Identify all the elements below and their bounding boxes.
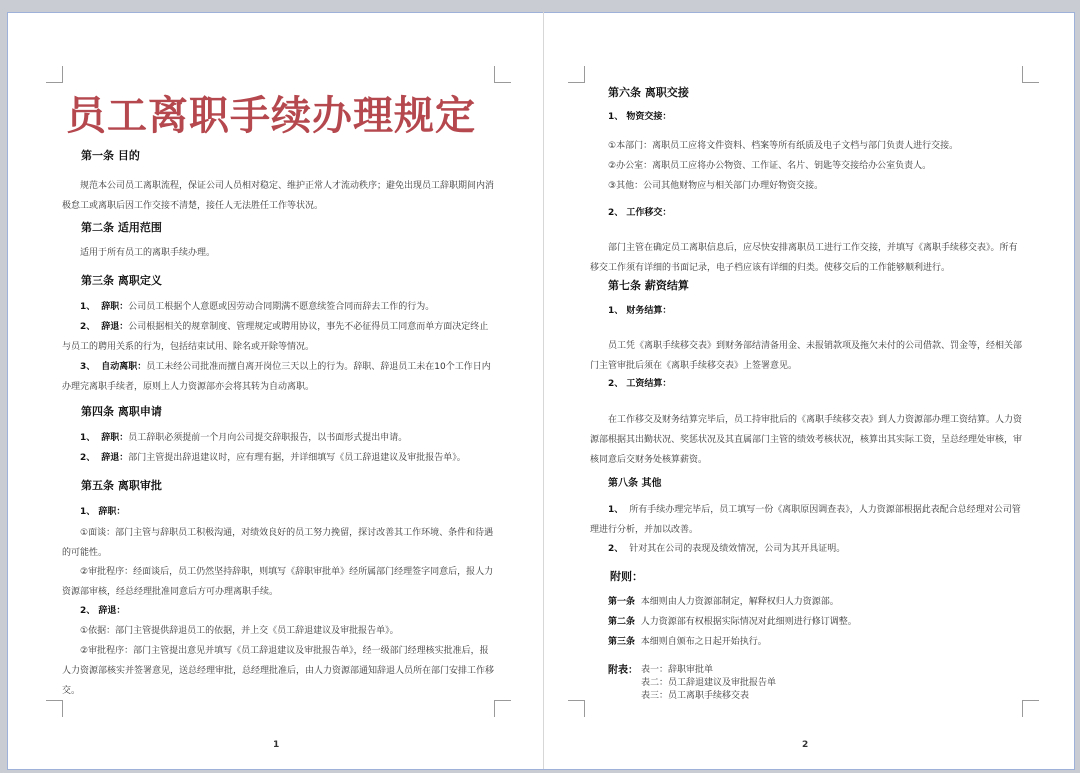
item-text: 员工未经公司批准而擅自离开岗位三天以上的行为。辞职、辞退员工未在10个工作日内办理完离职手续者，原则上人力资源部亦会将其转为自动离职。 [62,362,491,392]
section-text: ①依据：部门主管提供辞退员工的依据，并上交《员工辞退建议及审批报告单》。 [80,626,399,636]
section-heading: 第七条 薪资结算 [608,279,689,292]
item-label: 辞职： [101,433,129,443]
item-number: 1、 [80,302,96,312]
subheading [608,301,1022,321]
section-text: ①本部门：离职员工应将文件资料、档案等所有纸质及电子文档与部门负责人进行交接。 [608,141,959,151]
item-text: 针对其在公司的表现及绩效情况，公司为其开具证明。 [629,544,846,554]
subheading-text: 2、 工作移交： [608,208,672,218]
section-text: 在工作移交及财务结算完毕后，员工持审批后的《离职手续移交表》到人力资源部办理工资结算。人力资源部根据其出勤状况、奖惩状况及其直属部门主管的绩效考核状况，核算出其实际工资，呈总经理处审核，审核同意后交财务处核算薪资。 [590,415,1023,465]
page-2 [544,12,1080,768]
list-item [62,317,494,357]
appendix-text: 人力资源部有权根据实际情况对此细则进行修订调整。 [640,617,857,627]
list-item [62,448,494,468]
subheading [608,374,1022,394]
section-text: ②审批程序：部门主管提出意见并填写《员工辞退建议及审批报告单》，经一级部门经理核实批准后，报人力资源部核实并签署意见，送总经理审批，总经理批准后，由人力资源部通知辞退人员所在部门安排工作移交。 [62,646,495,696]
appendix-item [608,612,1026,632]
attachment-item: 表三：员工离职手续移交表 [641,691,750,701]
section-heading: 第二条 适用范围 [81,221,162,234]
section-text: ①面谈：部门主管与辞职员工积极沟通，对绩效良好的员工努力挽留，探讨改善其工作环境、条件和待遇的可能性。 [62,528,494,558]
subheading-text: 1、 辞职： [80,507,126,517]
page-number: 2 [802,740,809,750]
section-heading: 第五条 离职审批 [81,479,162,492]
subheading-text: 1、 财务结算： [608,306,672,316]
item-text: 公司根据相关的规章制度、管理规定或聘用协议，事先不必征得员工同意而单方面决定终止与员工的聘用关系的行为，包括结束试用、除名或开除等情况。 [62,322,489,352]
appendix-item [608,592,1026,612]
crop-mark [494,700,511,717]
item-label: 自动离职： [101,362,147,372]
list-item [590,539,1026,559]
item-text: 员工辞职必须提前一个月向公司提交辞职报告，以书面形式提出申请。 [128,433,408,443]
list-item [62,428,494,448]
appendix-item [608,632,1026,652]
section-text: 规范本公司员工离职流程，保证公司人员相对稳定、维护正常人才流动秩序；避免出现员工辞职期间内消极怠工或离职后因工作交接不清楚，接任人无法胜任工作等状况。 [62,181,495,211]
section-heading: 第四条 离职申请 [81,405,162,418]
item-label: 辞退： [101,322,129,332]
section-text: ②办公室：离职员工应将办公物资、工作证、名片、钥匙等交接给办公室负责人。 [608,161,932,171]
subheading-text: 1、 物资交接： [608,112,672,122]
crop-mark [494,66,511,83]
section-heading: 第八条 其他 [608,478,662,489]
section-text: 员工凭《离职手续移交表》到财务部结清备用金、未报销款项及拖欠未付的公司借款、罚金等，经相关部门主管审批后须在《离职手续移交表》上签署意见。 [590,341,1023,371]
page-number: 1 [273,740,280,750]
list-item [590,500,1026,540]
subheading [80,502,494,522]
item-number: 2、 [608,544,624,554]
item-number: 2、 [80,322,96,332]
subheading [608,107,1022,127]
section-text: 适用于所有员工的离职手续办理。 [80,248,216,258]
appendix-label: 第三条 [608,637,636,647]
section-heading: 第三条 离职定义 [81,274,162,287]
crop-mark [46,700,63,717]
appendix-text: 本细则由人力资源部制定，解释权归人力资源部。 [640,597,839,607]
crop-mark [568,700,585,717]
item-number: 2、 [80,453,96,463]
section-text: 部门主管在确定员工离职信息后，应尽快安排离职员工进行工作交接，并填写《离职手续移交表》。所有移交工作须有详细的书面记录，电子档应该有详细的归类。使移交后的工作能够顺利进行。 [590,243,1018,273]
attachment-item: 表二：员工辞退建议及审批报告单 [641,678,777,688]
crop-mark [46,66,63,83]
section-heading: 第一条 目的 [81,149,140,162]
appendix-label: 第二条 [608,617,636,627]
crop-mark [568,66,585,83]
crop-mark [1022,66,1039,83]
section-text: ②审批程序：经面谈后，员工仍然坚持辞职，则填写《辞职审批单》经所属部门经理签字同意后，报人力资源部审核，经总经理批准同意后方可办理离职手续。 [62,567,494,597]
item-number: 1、 [608,505,624,515]
item-number: 3、 [80,362,96,372]
item-text: 部门主管提出辞退建议时，应有理有据，并详细填写《员工辞退建议及审批报告单》。 [128,453,466,463]
page-1 [8,12,544,768]
document-title: 员工离职手续办理规定 [66,92,476,139]
attachment-item: 表一：辞职审批单 [641,665,714,675]
section-heading: 第六条 离职交接 [608,86,689,99]
appendix-label: 第一条 [608,597,636,607]
subheading [80,601,494,621]
item-label: 辞职： [101,302,129,312]
subheading [608,203,1022,223]
appendix-heading: 附则： [610,570,643,583]
list-item [62,357,494,397]
item-number: 1、 [80,433,96,443]
subheading-text: 2、 工资结算： [608,379,672,389]
attachments-label: 附表： [608,665,638,676]
list-item [62,297,494,317]
item-text: 所有手续办理完毕后，员工填写一份《离职原因调查表》，人力资源部根据此表配合总经理对公司管理进行分析，并加以改善。 [590,505,1021,535]
item-label: 辞退： [101,453,129,463]
item-text: 公司员工根据个人意愿或因劳动合同期满不愿意续签合同而辞去工作的行为。 [128,302,435,312]
attachments [608,664,1028,703]
attachment-row [608,664,1028,677]
subheading-text: 2、 辞退： [80,606,126,616]
appendix-text: 本细则自颁布之日起开始执行。 [640,637,767,647]
section-text: ③其他：公司其他财物应与相关部门办理好物资交接。 [608,181,824,191]
